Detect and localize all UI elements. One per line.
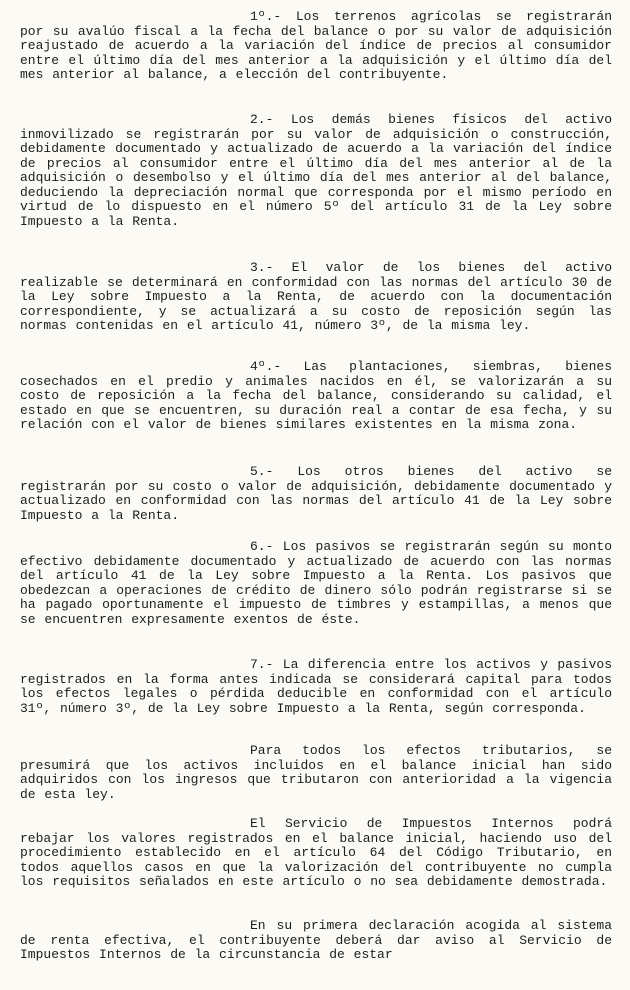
paragraph-1-terrenos-agricolas: 1º.- Los terrenos agrícolas se registrarán por su avalúo fiscal a la fecha del balance o por su valor de adquisición reajustado de acuerdo a la variación del índice de precios al consumidor entre el último día del mes anterior a la adquisición y el último día del mes anterior al balance, a elección del contribuyente.	[20, 9, 612, 82]
paragraph-servicio-impuestos: El Servicio de Impuestos Internos podrá rebajar los valores registrados en el balance inicial, haciendo uso del procedimiento establecido en el artículo 64 del Código Tributario, en todos aquellos casos en que la valorización del contribuyente no cumpla los requisitos señalados en este artículo o no sea debidamente demostrada.	[20, 816, 612, 889]
paragraph-3-activo-realizable: 3.- El valor de los bienes del activo realizable se determinará en conformidad con las normas del artículo 30 de la Ley sobre Impuesto a la Renta, de acuerdo con la documentación correspondiente, y se actualizará a su costo de reposición según las normas contenidas en el artículo 41, número 3º, de la misma ley.	[20, 260, 612, 333]
paragraph-6-pasivos: 6.- Los pasivos se registrarán según su monto efectivo debidamente documentado y actualizado de acuerdo con las normas del artículo 41 de la Ley sobre Impuesto a la Renta. Los pasivos que obedezcan a operaciones de crédito de dinero sólo podrán registrarse si se ha pagado oportunamente el impuesto de timbres y estampillas, a menos que se encuentren expresamente exentos de éste.	[20, 539, 612, 627]
paragraph-4-plantaciones: 4º.- Las plantaciones, siembras, bienes cosechados en el predio y animales nacidos en él, se valorizarán a su costo de reposición a la fecha del balance, considerando su calidad, el estado en que se encuentren, su duración real a contar de esa fecha, y su relación con el valor de bienes similares existentes en la misma zona.	[20, 359, 612, 432]
paragraph-primera-declaracion: En su primera declaración acogida al sistema de renta efectiva, el contribuyente deberá dar aviso al Servicio de Impuestos Internos de la circunstancia de estar	[20, 918, 612, 962]
paragraph-presuncion-activos: Para todos los efectos tributarios, se presumirá que los activos incluidos en el balance inicial han sido adquiridos con los ingresos que tributaron con anterioridad a la vigencia de esta ley.	[20, 743, 612, 802]
paragraph-5-otros-bienes: 5.- Los otros bienes del activo se registrarán por su costo o valor de adquisición, debidamente documentado y actualizado en conformidad con las normas del artículo 41 de la Ley sobre Impuesto a la Renta.	[20, 464, 612, 523]
paragraph-7-diferencia: 7.- La diferencia entre los activos y pasivos registrados en la forma antes indicada se considerará capital para todos los efectos legales o pérdida deducible en conformidad con el artículo 31º, número 3º, de la Ley sobre Impuesto a la Renta, según corresponda.	[20, 657, 612, 716]
paragraph-2-bienes-fisicos: 2.- Los demás bienes físicos del activo inmovilizado se registrarán por su valor de adquisición o construcción, debidamente documentado y actualizado de acuerdo a la variación del índice de precios al consumidor entre el último día del mes anterior al de la adquisición o desembolso y el último día del mes anterior al del balance, deduciendo la depreciación normal que corresponda por el mismo período en virtud de lo dispuesto en el número 5º del artículo 31 de la Ley sobre Impuesto a la Renta.	[20, 112, 612, 229]
